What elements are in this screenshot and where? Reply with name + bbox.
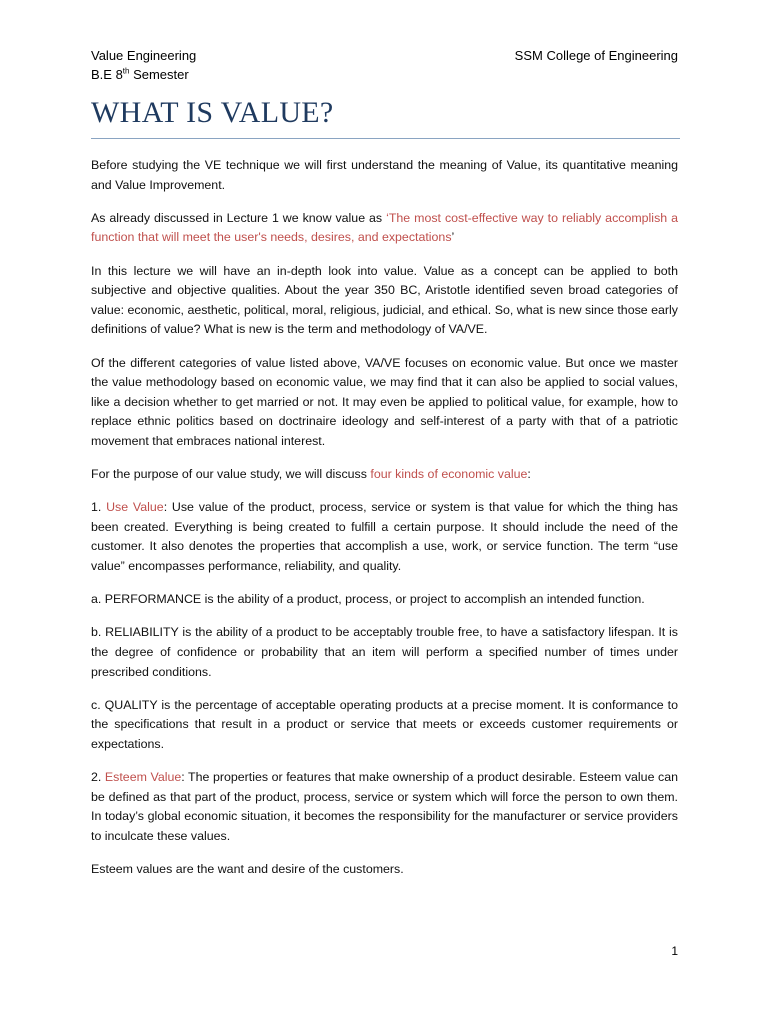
page-number: 1 [671, 944, 678, 958]
paragraph-esteem-value: 2. Esteem Value: The properties or features that make ownership of a product desirable. Esteem value can be defined as that part of the product, process, service or system which will force the person to own them. In today’s global economic situation, it becomes the responsibility for the manufacturer or service providers to inculcate these values. [91, 770, 679, 843]
paragraph-use-value: 1. Use Value: Use value of the product, process, service or system is that value for which the thing has been created. Everything is being created to fulfill a certain purpose. It should include the need of the customer. It also denotes the properties that accomplish a use, work, or service function. The term “use value” encompasses performance, reliability, and quality. [91, 500, 678, 574]
college-name: SSM College of Engineering [514, 48, 678, 63]
paragraph-categories: Of the different categories of value listed above, VA/VE focuses on economic value. But once we master the value methodology based on economic value, we may find that it can also be applied to social values, like a decision whether to get married or not. It may even be applied to political value, for example, how to replace ethnic politics based on doctrinaire ideology and self-interest of a party with that of a patriotic movement that embraces national interest. [91, 355, 678, 448]
paragraph-quality: c. QUALITY is the percentage of acceptable operating products at a precise moment. It is conformance to the specifications that result in a product or service that meets or exceeds customer requirements or expectations. [91, 697, 678, 751]
title-rule [91, 138, 680, 139]
semester: B.E 8th Semester [91, 66, 189, 82]
header-left [91, 46, 196, 84]
paragraph-esteem-desire: Esteem values are the want and desire of the customers. [91, 862, 404, 877]
kinds-highlight: four kinds of economic value [370, 467, 528, 482]
paragraph-performance: a. PERFORMANCE is the ability of a product, process, or project to accomplish an intended function. [91, 592, 645, 607]
paragraph-definition: As already discussed in Lecture 1 we know value as ‘The most cost-effective way to reliably accomplish a function that will meet the user's needs, desires, and expectations’ [91, 210, 678, 245]
definition-quote: ‘The most cost-effective way to reliably accomplish a function that will meet the user's needs, desires, and expectations [91, 210, 678, 245]
page-title: WHAT IS VALUE? [91, 96, 334, 129]
paragraph-reliability: b. RELIABILITY is the ability of a product to be acceptably trouble free, to have a satisfactory lifespan. It is the degree of confidence or probability that an item will perform a specified number of times under prescribed conditions. [91, 625, 678, 679]
esteem-value-term: Esteem Value [104, 770, 182, 785]
body-text [91, 156, 678, 893]
paragraph-kinds: For the purpose of our value study, we will discuss four kinds of economic value: [91, 467, 531, 482]
paragraph-concept: In this lecture we will have an in-depth look into value. Value as a concept can be applied to both subjective and objective qualities. About the year 350 BC, Aristotle identified seven broad categories of value: economic, aesthetic, political, moral, religious, judicial, and ethical. So, what is new since those early definitions of value? What is new is the term and methodology of VA/VE. [91, 263, 678, 337]
course-name: Value Engineering [91, 48, 197, 63]
paragraph-intro: Before studying the VE technique we will first understand the meaning of Value, its quantitative meaning and Value Improvement. [91, 158, 678, 192]
use-value-term: Use Value [106, 500, 164, 515]
